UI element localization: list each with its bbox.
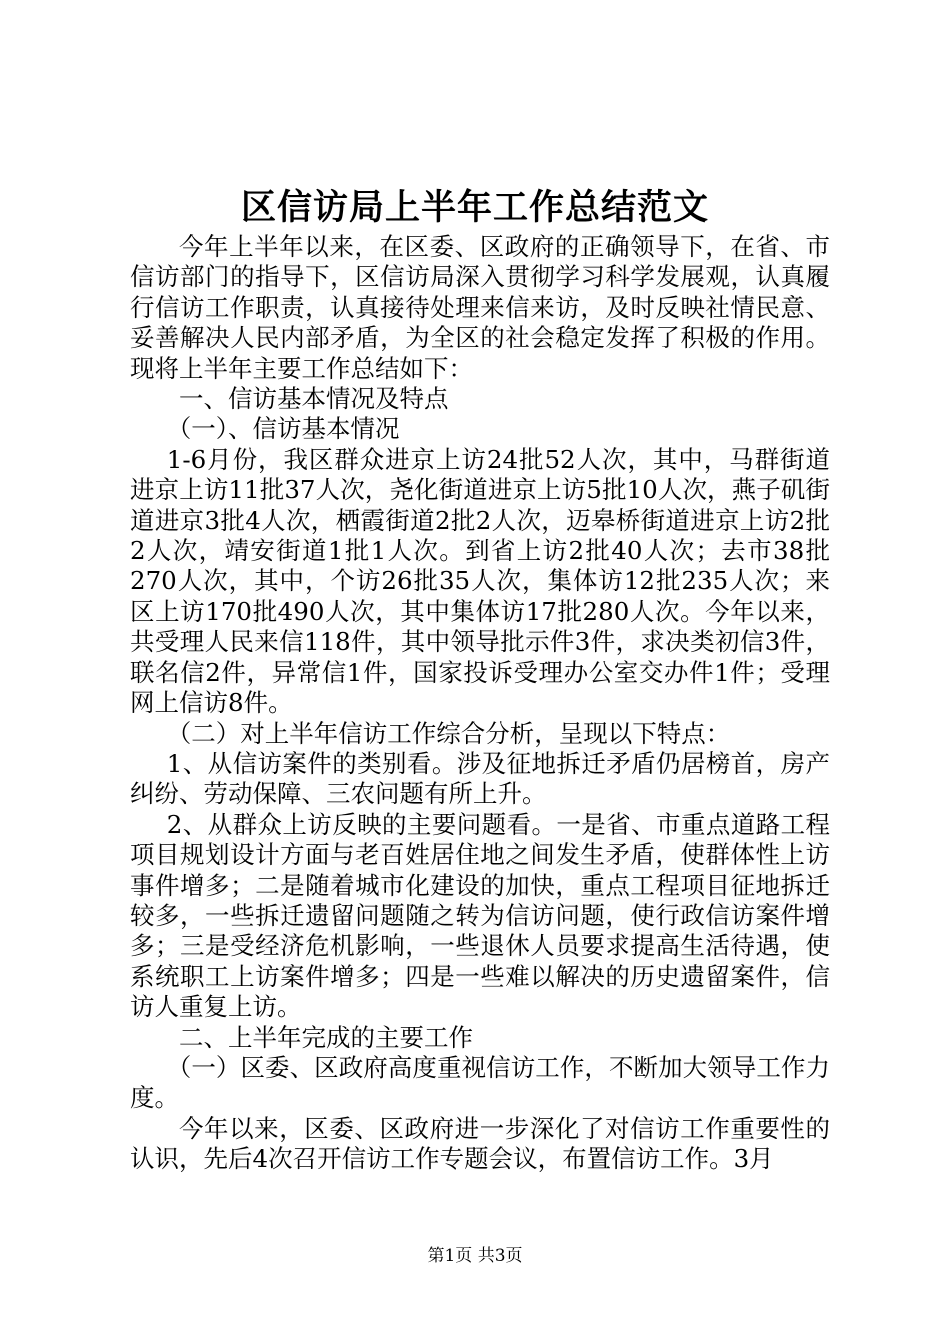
page-number: 第1页 共3页 [427, 1246, 523, 1266]
heading-section-1: 一、信访基本情况及特点 [179, 384, 449, 414]
heading-subsection-1-1: （一）、信访基本情况 [166, 414, 400, 444]
document-title: 区信访局上半年工作总结范文 [240, 187, 709, 228]
paragraph-statistics: 1-6月份，我区群众进京上访24批52人次，其中，马群街道进京上访11批37人次，尧化街道进京上访5批10人次，燕子矶街道进京3批4人次，栖霞街道2批2人次，迈皋桥街道进京上访2批2人次，靖安街道1批1人次。到省上访2批40人次；去市38批270人次，其中，个访26批35人次，集体访12批235人次；来区上访170批490人次，其中集体访17批280人次。今年以来，共受理人民来信118件，其中领导批示件3件，求决类初信3件，联名信2件，异常信1件，国家投诉受理办公室交办件1件；受理网上信访8件。 [130, 444, 830, 718]
heading-section-2: 二、上半年完成的主要工作 [179, 1022, 473, 1052]
heading-subsection-1-2: （二）对上半年信访工作综合分析，呈现以下特点： [166, 718, 731, 748]
paragraph-work-detail: 今年以来，区委、区政府进一步深化了对信访工作重要性的认识，先后4次召开信访工作专题会议，布置信访工作。3月 [130, 1113, 830, 1174]
document-body [130, 232, 830, 1175]
paragraph-intro: 今年上半年以来，在区委、区政府的正确领导下，在省、市信访部门的指导下，区信访局深入贯彻学习科学发展观，认真履行信访工作职责，认真接待处理来信来访，及时反映社情民意、妥善解决人民内部矛盾，为全区的社会稳定发挥了积极的作用。现将上半年主要工作总结如下： [130, 232, 830, 383]
heading-subsection-2-1: （一）区委、区政府高度重视信访工作，不断加大领导工作力度。 [130, 1052, 830, 1113]
paragraph-point-1: 1、从信访案件的类别看。涉及征地拆迁矛盾仍居榜首，房产纠纷、劳动保障、三农问题有所上升。 [130, 748, 830, 809]
paragraph-point-2: 2、从群众上访反映的主要问题看。一是省、市重点道路工程项目规划设计方面与老百姓居住地之间发生矛盾，使群体性上访事件增多；二是随着城市化建设的加快，重点工程项目征地拆迁较多，一些拆迁遗留问题随之转为信访问题，使行政信访案件增多；三是受经济危机影响，一些退休人员要求提高生活待遇，使系统职工上访案件增多；四是一些难以解决的历史遗留案件，信访人重复上访。 [130, 809, 830, 1022]
